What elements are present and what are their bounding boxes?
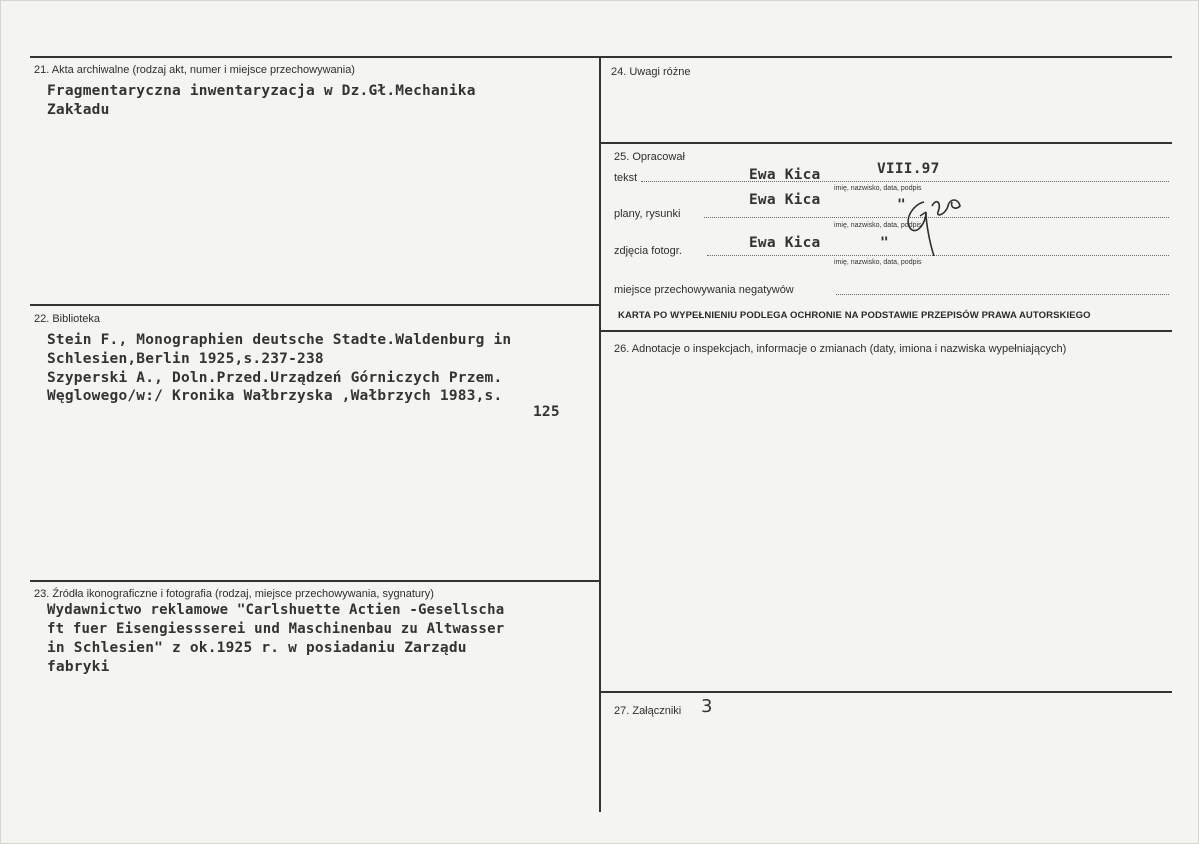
rule-24-25 — [600, 142, 1172, 144]
section-23-line-3: in Schlesien" z ok.1925 r. w posiadaniu Zarządu — [47, 640, 467, 656]
tekst-label: tekst — [614, 172, 638, 184]
section-24-label: 24. Uwagi różne — [611, 66, 691, 78]
tekst-dotted-line — [641, 181, 1169, 182]
section-23-line-1: Wydawnictwo reklamowe "Carlshuette Actien -Gesellscha — [47, 602, 505, 618]
section-23-line-4: fabryki — [47, 659, 110, 675]
section-22-line-1: Stein F., Monographien deutsche Stadte.Waldenburg in — [47, 332, 512, 348]
negatywy-label: miejsce przechowywania negatywów — [614, 284, 794, 296]
section-22-label: 22. Biblioteka — [34, 313, 101, 325]
section-23-label: 23. Źródła ikonograficzne i fotografia (rodzaj, miejsce przechowywania, sygnatury) — [34, 588, 434, 600]
tekst-value: Ewa Kica — [749, 167, 821, 183]
section-21-line-2: Zakładu — [47, 102, 110, 118]
plany-caption: imię, nazwisko, data, podpis — [834, 222, 922, 229]
zdjecia-caption: imię, nazwisko, data, podpis — [834, 259, 922, 266]
section-27-label: 27. Załączniki — [614, 705, 682, 717]
section-22-line-2: Schlesien,Berlin 1925,s.237-238 — [47, 351, 324, 367]
section-25-label: 25. Opracował — [614, 151, 685, 163]
section-22-line-4: Węglowego/w:/ Kronika Wałbrzyska ,Wałbrzych 1983,s. — [47, 388, 503, 404]
section-22-line-3: Szyperski A., Doln.Przed.Urządzeń Górniczych Przem. — [47, 370, 503, 386]
rule-21-22 — [30, 304, 600, 306]
section-26-label: 26. Adnotacje o inspekcjach, informacje o zmianach (daty, imiona i nazwiska wypełniających) — [614, 343, 1067, 355]
section-23-line-2: ft fuer Eisengiessserei und Maschinenbau zu Altwasser — [47, 621, 505, 637]
top-rule — [30, 56, 1172, 58]
rule-26-27 — [600, 691, 1172, 693]
center-divider — [599, 56, 601, 812]
section-21-label: 21. Akta archiwalne (rodzaj akt, numer i miejsce przechowywania) — [34, 64, 355, 76]
section-27-value: 3 — [701, 696, 713, 717]
zdjecia-value: Ewa Kica — [749, 235, 821, 251]
zdjecia-ditto: " — [880, 235, 889, 251]
handwritten-signature — [896, 184, 968, 260]
tekst-caption: imię, nazwisko, data, podpis — [834, 185, 922, 192]
plany-value: Ewa Kica — [749, 192, 821, 208]
copyright-notice: KARTA PO WYPEŁNIENIU PODLEGA OCHRONIE NA PODSTAWIE PRZEPISÓW PRAWA AUTORSKIEGO — [618, 310, 1091, 321]
section-21-line-1: Fragmentaryczna inwentaryzacja w Dz.Gł.Mechanika — [47, 83, 476, 99]
section-22-line-5: 125 — [533, 404, 560, 420]
zdjecia-label: zdjęcia fotogr. — [614, 245, 682, 257]
negatywy-dotted-line — [836, 294, 1169, 295]
rule-22-23 — [30, 580, 600, 582]
tekst-date: VIII.97 — [877, 161, 940, 177]
rule-25-26 — [600, 330, 1172, 332]
plany-label: plany, rysunki — [614, 208, 681, 220]
plany-ditto: " — [897, 197, 906, 213]
